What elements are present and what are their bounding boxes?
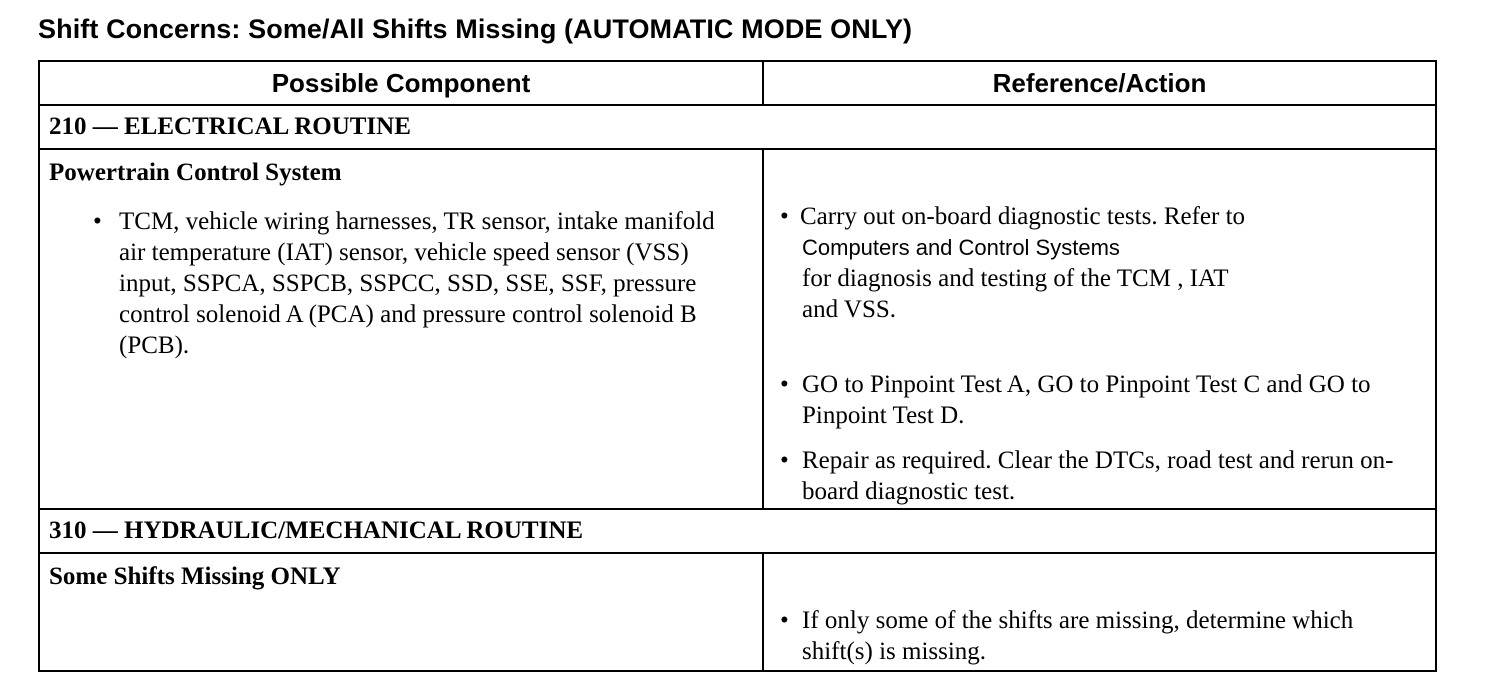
action-item [764, 150, 1435, 325]
action-text: GO to Pinpoint Test A, GO to Pinpoint Test C and GO to Pinpoint Test D. [802, 371, 1371, 429]
component-cell [39, 149, 763, 509]
section-label: 310 — HYDRAULIC/MECHANICAL ROUTINE [39, 509, 1436, 553]
component-title: Some Shifts Missing ONLY [49, 563, 341, 590]
table-row [39, 553, 1436, 671]
component-title: Powertrain Control System [49, 159, 342, 186]
component-cell [39, 553, 763, 671]
action-item [764, 325, 1435, 431]
bullet-icon: • [780, 203, 789, 230]
bullet-icon: • [780, 447, 789, 474]
header-possible-component: Possible Component [39, 61, 763, 105]
page-title: Shift Concerns: Some/All Shifts Missing (AUTOMATIC MODE ONLY) [38, 14, 913, 44]
action-cell [763, 149, 1436, 509]
section-row [39, 509, 1436, 553]
action-text: and VSS. [802, 296, 897, 323]
bullet-icon: • [93, 208, 102, 235]
section-label: 210 — ELECTRICAL ROUTINE [39, 105, 1436, 149]
action-text: Carry out on-board diagnostic tests. Refer to [800, 203, 1246, 230]
action-item [764, 554, 1435, 667]
bullet-icon: • [780, 607, 789, 634]
section-row [39, 105, 1436, 149]
table-row [39, 149, 1436, 509]
action-item [764, 431, 1435, 507]
action-text: If only some of the shifts are missing, determine which shift(s) is missing. [802, 607, 1354, 665]
diagnosis-table [38, 60, 1437, 672]
component-bullet [40, 188, 762, 361]
action-text: Repair as required. Clear the DTCs, road test and rerun on-board diagnostic test. [802, 447, 1394, 505]
action-reference-link: Computers and Control Systems [802, 235, 1120, 260]
bullet-icon: • [780, 371, 789, 398]
header-reference-action: Reference/Action [763, 61, 1436, 105]
header-row [39, 61, 1436, 105]
action-cell [763, 553, 1436, 671]
action-text: for diagnosis and testing of the TCM , IAT [802, 265, 1229, 292]
component-bullet-text: TCM, vehicle wiring harnesses, TR sensor, intake manifold air temperature (IAT) sensor, vehicle speed sensor (VSS) input, SSPCA, SSPCB, SSPCC, SSD, SSE, SSF, pressure control solenoid A (PCA) and pressure control solenoid B (PCB). [119, 208, 715, 359]
